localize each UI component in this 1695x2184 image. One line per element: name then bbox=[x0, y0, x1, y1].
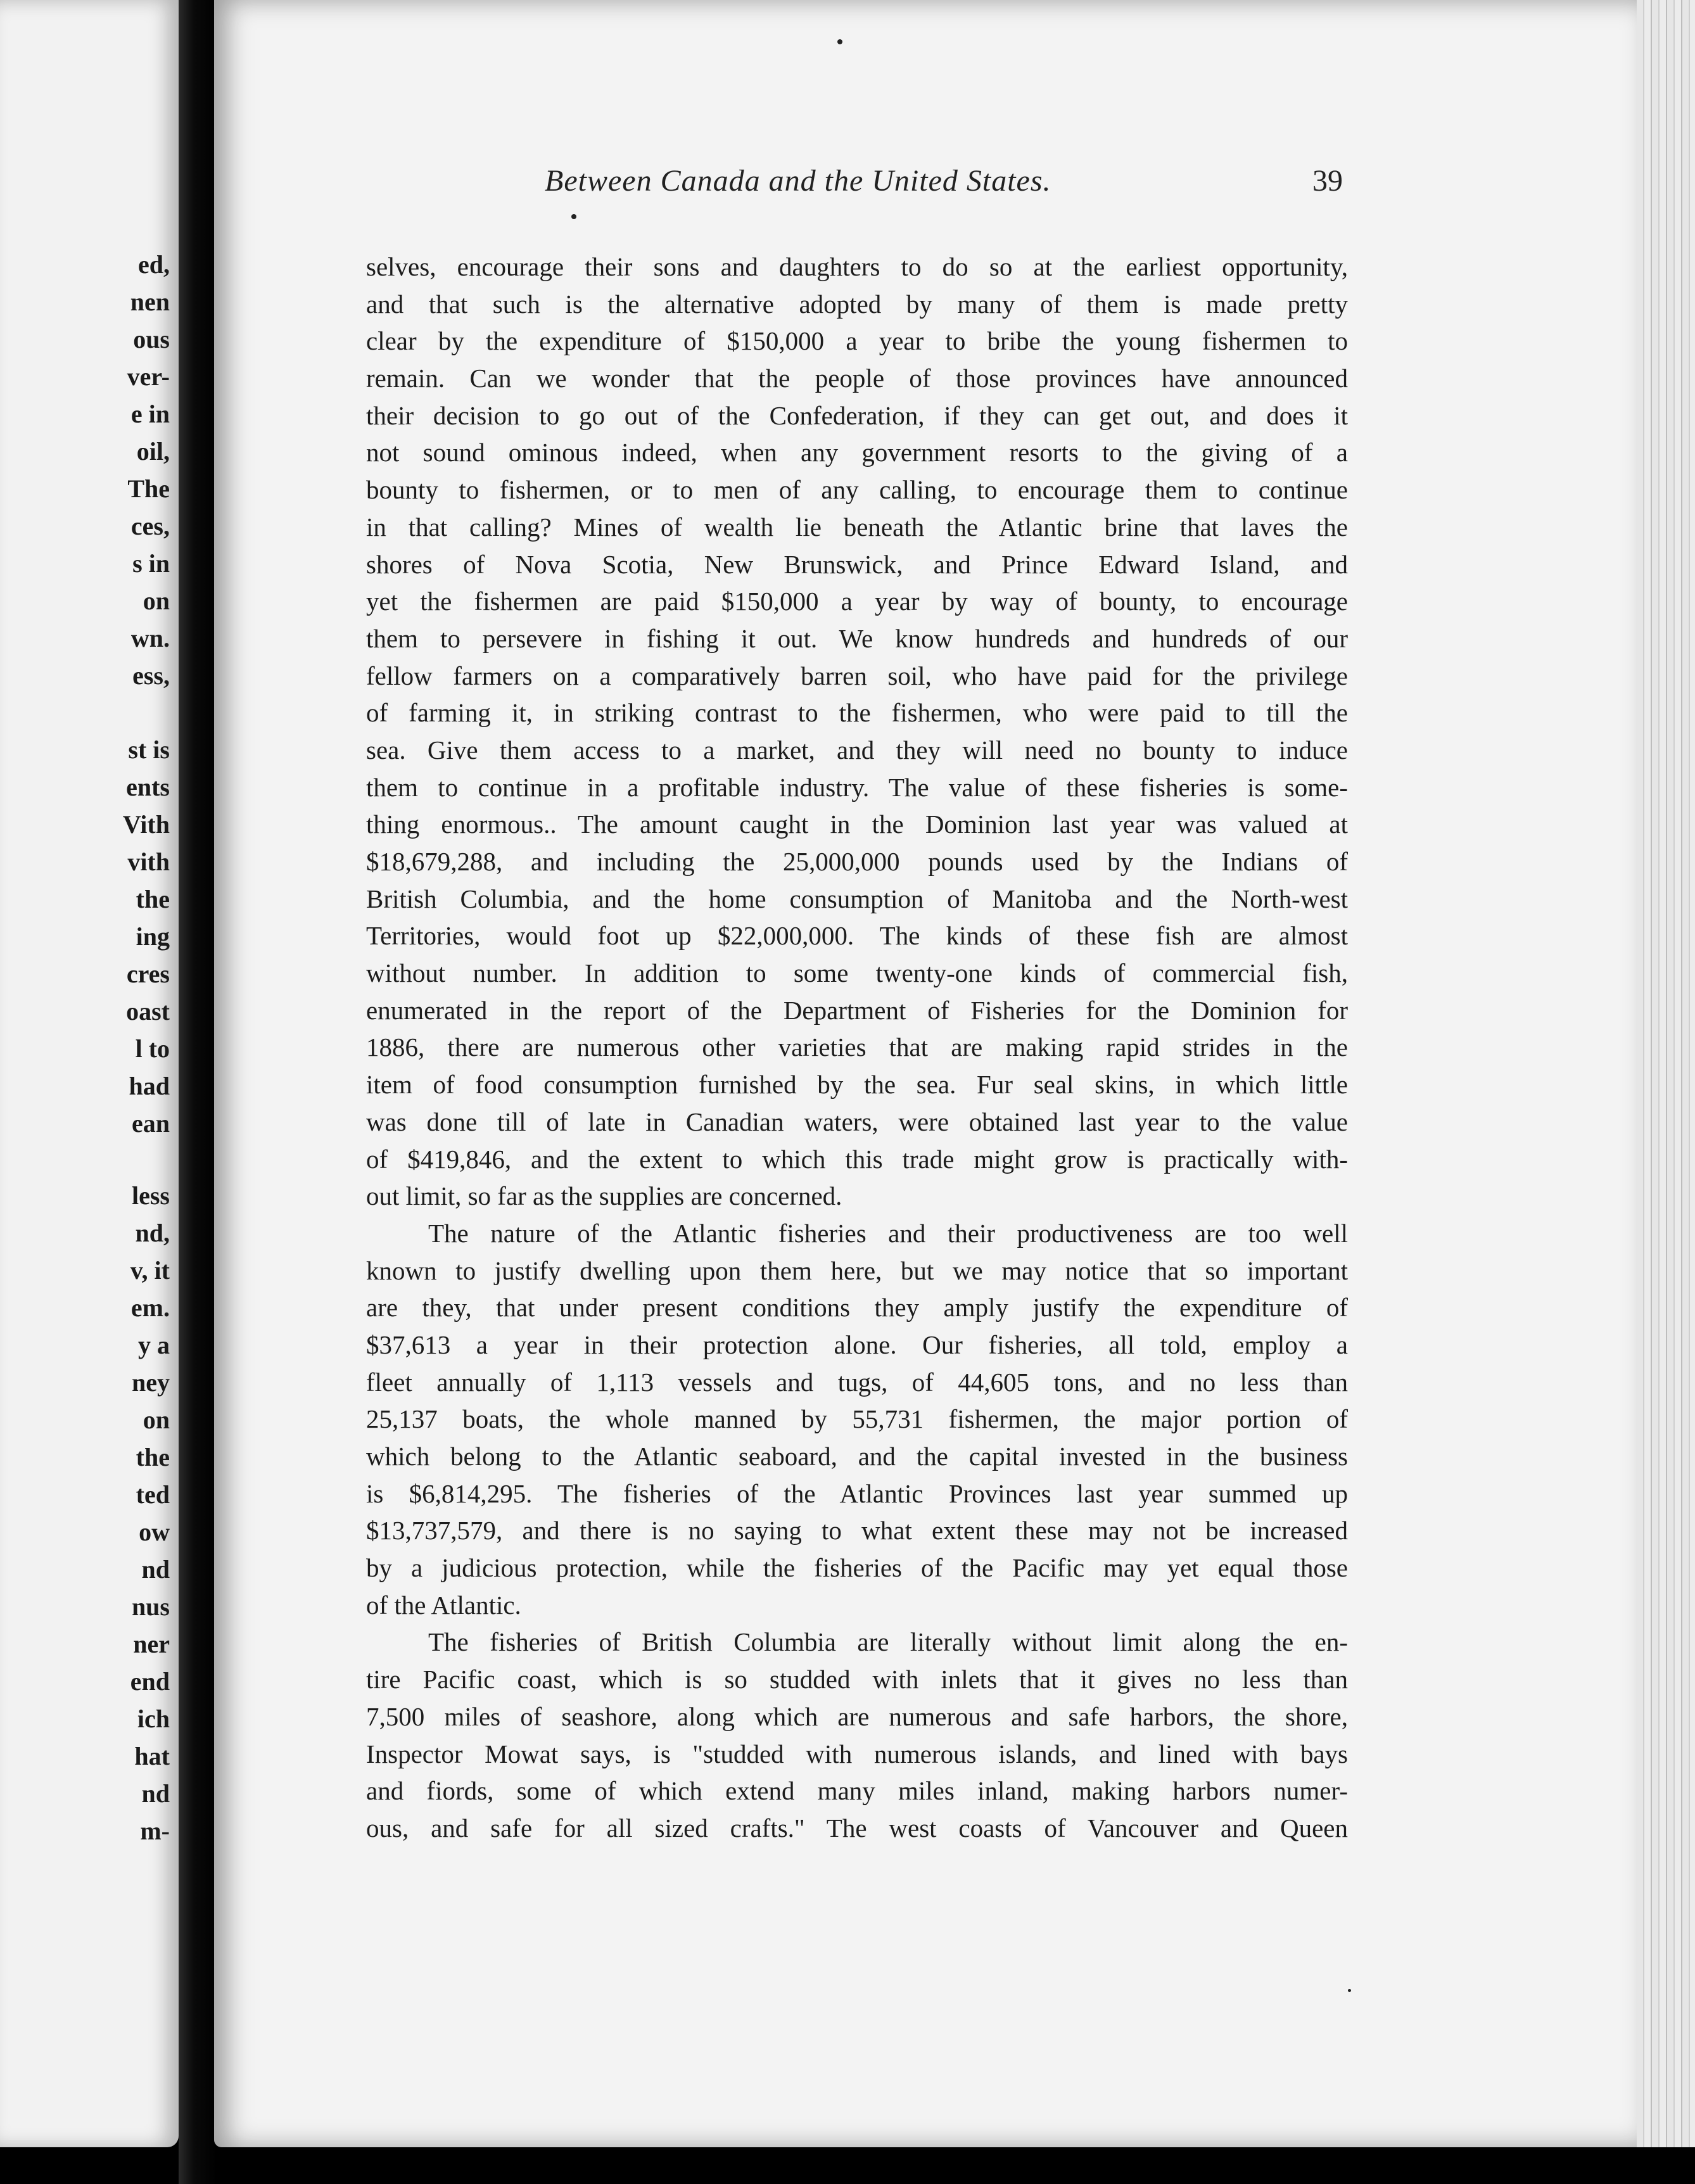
text-line: 25,137 boats, the whole manned by 55,731 fishermen, the major portion of bbox=[366, 1404, 1348, 1434]
left-page-fragment: Vith bbox=[122, 810, 170, 839]
left-page-fragment: ow bbox=[139, 1518, 170, 1546]
text-line: $37,613 a year in their protection alone. Our fisheries, all told, employ a bbox=[366, 1330, 1348, 1359]
text-line: in that calling? Mines of wealth lie beneath the Atlantic brine that laves the bbox=[366, 512, 1348, 542]
left-page-fragment: st is bbox=[128, 735, 170, 764]
running-header bbox=[336, 163, 1343, 208]
text-line: clear by the expenditure of $150,000 a year to bribe the young fishermen to bbox=[366, 326, 1348, 356]
left-page-fragment: nen bbox=[130, 288, 170, 316]
left-page-fragment: s in bbox=[132, 549, 170, 578]
left-page-fragment: ing bbox=[136, 922, 170, 951]
left-page-fragment: em. bbox=[130, 1293, 170, 1322]
text-line: and fiords, some of which extend many miles inland, making harbors numer- bbox=[366, 1776, 1348, 1806]
text-line: sea. Give them access to a market, and they will need no bounty to induce bbox=[366, 735, 1348, 765]
running-title: Between Canada and the United States. bbox=[545, 164, 1051, 198]
text-line: of farming it, in striking contrast to the fishermen, who were paid to till the bbox=[366, 698, 1348, 728]
text-line: shores of Nova Scotia, New Brunswick, and Prince Edward Island, and bbox=[366, 549, 1348, 579]
text-line: are they, that under present conditions they amply justify the expenditure of bbox=[366, 1293, 1348, 1323]
left-page-fragment: ver- bbox=[127, 362, 170, 391]
text-line: The fisheries of British Columbia are literally without limit along the en- bbox=[428, 1627, 1348, 1657]
text-line: of the Atlantic. bbox=[366, 1590, 521, 1620]
left-page-fragment: on bbox=[143, 1406, 170, 1434]
text-line: out limit, so far as the supplies are concerned. bbox=[366, 1181, 842, 1211]
left-page-fragment: e in bbox=[130, 400, 170, 428]
text-line: not sound ominous indeed, when any government resorts to the giving of a bbox=[366, 438, 1348, 467]
left-page-fragment: vith bbox=[127, 848, 170, 876]
text-line: 7,500 miles of seashore, along which are numerous and safe harbors, the shore, bbox=[366, 1701, 1348, 1731]
left-page-fragment: y a bbox=[138, 1331, 170, 1359]
left-page-fragment: ich bbox=[137, 1705, 170, 1733]
text-line: $18,679,288, and including the 25,000,000 pounds used by the Indians of bbox=[366, 847, 1348, 876]
left-page-fragment: on bbox=[143, 587, 170, 615]
text-line: bounty to fishermen, or to men of any calling, to encourage them to continue bbox=[366, 475, 1348, 505]
text-line: fellow farmers on a comparatively barren soil, who have paid for the privilege bbox=[366, 661, 1348, 690]
page-edges bbox=[1637, 0, 1695, 2184]
text-line: thing enormous.. The amount caught in the Dominion last year was valued at bbox=[366, 809, 1348, 839]
ink-speck bbox=[837, 39, 842, 44]
text-line: tire Pacific coast, which is so studded with inlets that it gives no less than bbox=[366, 1665, 1348, 1694]
text-line: which belong to the Atlantic seaboard, and the capital invested in the business bbox=[366, 1442, 1348, 1471]
left-page-fragment: nd bbox=[141, 1555, 170, 1584]
left-page-fragment: nus bbox=[131, 1592, 170, 1621]
left-page-fragment: wn. bbox=[130, 624, 170, 652]
page-edge-shadow bbox=[1637, 2147, 1695, 2184]
left-page-fragment: ed, bbox=[138, 250, 170, 279]
text-line: fleet annually of 1,113 vessels and tugs, of 44,605 tons, and no less than bbox=[366, 1367, 1348, 1397]
text-line: by a judicious protection, while the fisheries of the Pacific may yet equal those bbox=[366, 1553, 1348, 1583]
text-line: Inspector Mowat says, is "studded with numerous islands, and lined with bays bbox=[366, 1739, 1348, 1768]
left-page-fragment: ney bbox=[132, 1368, 170, 1397]
text-line: without number. In addition to some twenty-one kinds of commercial fish, bbox=[366, 958, 1348, 988]
left-page-fragment: nd, bbox=[135, 1219, 170, 1247]
text-line: selves, encourage their sons and daughters to do so at the earliest opportunity, bbox=[366, 252, 1348, 281]
left-page-fragment: ner bbox=[133, 1630, 170, 1658]
text-line: was done till of late in Canadian waters, were obtained last year to the value bbox=[366, 1107, 1348, 1136]
ink-speck bbox=[571, 214, 576, 219]
left-page-fragment: ess, bbox=[132, 661, 170, 690]
text-line: ous, and safe for all sized crafts." The west coasts of Vancouver and Queen bbox=[366, 1813, 1348, 1843]
body-text bbox=[366, 248, 1348, 1847]
left-page-fragment: nd bbox=[141, 1779, 170, 1808]
text-line: and that such is the alternative adopted by many of them is made pretty bbox=[366, 289, 1348, 319]
text-line: enumerated in the report of the Department of Fisheries for the Dominion for bbox=[366, 995, 1348, 1025]
text-line: $13,737,579, and there is no saying to what extent these may not be increased bbox=[366, 1516, 1348, 1546]
left-page-fragment: v, it bbox=[130, 1256, 170, 1285]
text-line: remain. Can we wonder that the people of those provinces have announced bbox=[366, 364, 1348, 393]
left-page-fragment: oast bbox=[126, 997, 170, 1025]
left-page-fragment: less bbox=[132, 1181, 170, 1210]
left-page-fragment: oil, bbox=[136, 437, 170, 466]
text-line: British Columbia, and the home consumption of Manitoba and the North-west bbox=[366, 884, 1348, 913]
text-line: them to continue in a profitable industry. The value of these fisheries is some- bbox=[366, 772, 1348, 802]
ink-speck bbox=[1348, 1989, 1351, 1992]
text-line: of $419,846, and the extent to which this trade might grow is practically with- bbox=[366, 1144, 1348, 1174]
left-page-fragment: ean bbox=[132, 1109, 170, 1138]
left-page-fragment: ous bbox=[133, 325, 170, 353]
left-page-fragment: The bbox=[127, 474, 170, 503]
left-page-fragment: m- bbox=[140, 1817, 170, 1845]
text-line: known to justify dwelling upon them here, but we may notice that so important bbox=[366, 1255, 1348, 1285]
left-page-fragment: end bbox=[130, 1667, 170, 1696]
left-page-fragment: ents bbox=[126, 773, 170, 801]
left-page-fragment: hat bbox=[134, 1742, 170, 1770]
left-facing-page bbox=[0, 0, 179, 2147]
text-line: item of food consumption furnished by the sea. Fur seal skins, in which little bbox=[366, 1070, 1348, 1100]
text-line: yet the fishermen are paid $150,000 a year by way of bounty, to encourage bbox=[366, 587, 1348, 616]
text-line: The nature of the Atlantic fisheries and their productiveness are too well bbox=[428, 1218, 1348, 1248]
text-line: 1886, there are numerous other varieties that are making rapid strides in the bbox=[366, 1032, 1348, 1062]
left-page-fragment: ted bbox=[136, 1480, 170, 1509]
left-page-fragment: l to bbox=[135, 1034, 170, 1063]
left-page-fragment: had bbox=[129, 1072, 170, 1100]
text-line: their decision to go out of the Confederation, if they can get out, and does it bbox=[366, 400, 1348, 430]
text-line: them to persevere in fishing it out. We know hundreds and hundreds of our bbox=[366, 623, 1348, 653]
page-number: 39 bbox=[1312, 164, 1343, 198]
left-page-fragment: ces, bbox=[130, 512, 170, 540]
book-gutter bbox=[179, 0, 217, 2184]
left-page-fragment: the bbox=[136, 1443, 170, 1471]
text-line: is $6,814,295. The fisheries of the Atlantic Provinces last year summed up bbox=[366, 1478, 1348, 1508]
left-page-fragment: cres bbox=[126, 960, 170, 988]
text-line: Territories, would foot up $22,000,000. The kinds of these fish are almost bbox=[366, 921, 1348, 951]
left-page-fragment: the bbox=[136, 885, 170, 913]
